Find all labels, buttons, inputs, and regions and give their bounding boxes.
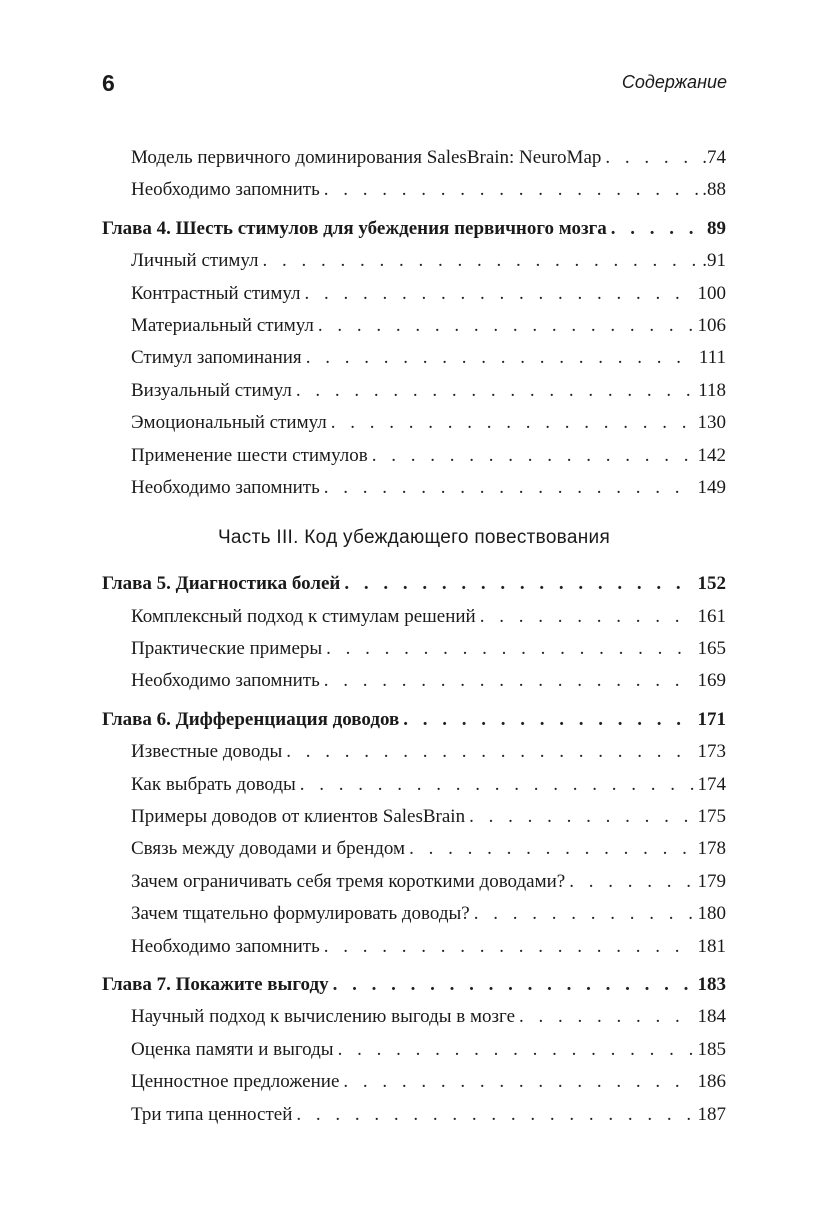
dot-leader — [300, 769, 694, 801]
toc-entry-title: Контрастный стимул — [131, 282, 301, 304]
dot-leader — [474, 898, 694, 930]
toc-entry-page: 142 — [697, 444, 726, 466]
toc-entry-title: Зачем ограничивать себя тремя короткими доводами? — [131, 870, 566, 892]
toc-chapter-4[interactable] — [102, 213, 726, 245]
dot-leader — [331, 407, 694, 439]
dot-leader — [324, 931, 694, 963]
chapter-title: Глава 6. Дифференциация доводов — [102, 708, 400, 730]
toc-entry[interactable] — [102, 833, 726, 865]
toc-entry-title: Эмоциональный стимул — [131, 412, 327, 434]
toc-entry[interactable] — [102, 472, 726, 504]
chapter-page: 89 — [707, 217, 726, 239]
toc-entry-page: 173 — [697, 741, 726, 763]
toc-entry[interactable] — [102, 1099, 726, 1131]
toc-entry-page: 149 — [697, 476, 726, 498]
toc-entry-title: Связь между доводами и брендом — [131, 838, 406, 860]
toc-entry-page: 165 — [697, 638, 726, 660]
toc-entry-title: Практические примеры — [131, 638, 323, 660]
toc-entry-title: Оценка памяти и выгоды — [131, 1038, 334, 1060]
dot-leader — [605, 142, 698, 174]
toc-entry[interactable] — [102, 342, 726, 374]
toc-entry[interactable] — [102, 898, 726, 930]
dot-leader — [372, 440, 694, 472]
dot-leader — [306, 342, 695, 374]
toc-entry-title: Необходимо запомнить — [131, 476, 320, 498]
running-title: Содержание — [621, 72, 727, 92]
dot-leader — [296, 375, 694, 407]
part-title: Часть III. Код убеждающего повествования — [217, 527, 611, 549]
toc-entry[interactable] — [102, 310, 726, 342]
toc-entry[interactable] — [102, 174, 726, 206]
toc-entry-page: 130 — [697, 412, 726, 434]
chapter-page: 152 — [697, 573, 726, 595]
toc-entry[interactable] — [102, 1001, 726, 1033]
dot-leader — [403, 704, 693, 736]
toc-entry-title: Известные доводы — [131, 741, 283, 763]
toc-entry[interactable] — [102, 769, 726, 801]
toc-entry[interactable] — [102, 1066, 726, 1098]
toc-entry[interactable] — [102, 278, 726, 310]
toc-entry-page: .74 — [702, 147, 726, 168]
dot-leader — [343, 1066, 693, 1098]
toc-entry-title: Визуальный стимул — [131, 379, 292, 401]
toc-entry-title: Необходимо запомнить — [131, 179, 320, 201]
dot-leader — [305, 278, 694, 310]
dot-leader — [409, 833, 693, 865]
chapter-page: 183 — [697, 973, 726, 995]
toc-entry-title: Научный подход к вычислению выгоды в мозге — [131, 1006, 516, 1028]
dot-leader — [263, 245, 699, 277]
toc-entry-page: 174 — [697, 773, 726, 795]
toc-entry-page: 100 — [697, 282, 726, 304]
toc-entry-title: Личный стимул — [131, 250, 259, 272]
toc-entry-title: Ценностное предложение — [131, 1071, 340, 1093]
toc-entry[interactable] — [102, 665, 726, 697]
toc-entry[interactable] — [102, 633, 726, 665]
dot-leader — [333, 969, 694, 1001]
dot-leader — [344, 568, 693, 600]
toc-entry[interactable] — [102, 931, 726, 963]
page-header — [102, 70, 727, 102]
toc-entry-page: 118 — [698, 379, 726, 401]
chapter-page: 171 — [697, 708, 726, 730]
toc-entry[interactable] — [102, 736, 726, 768]
dot-leader — [324, 665, 694, 697]
toc-entry[interactable] — [102, 407, 726, 439]
chapter-title: Глава 4. Шесть стимулов для убеждения первичного мозга — [102, 217, 607, 239]
chapter-title: Глава 5. Диагностика болей — [102, 573, 341, 595]
toc-entry-page: 111 — [698, 347, 726, 369]
toc-entry-page: 184 — [697, 1006, 726, 1028]
toc-entry-title: Комплексный подход к стимулам решений — [131, 605, 476, 627]
toc-entry[interactable] — [102, 245, 726, 277]
dot-leader — [296, 1099, 693, 1131]
toc-entry[interactable] — [102, 801, 726, 833]
toc-entry-title: Материальный стимул — [131, 314, 314, 336]
toc-chapter-5[interactable] — [102, 568, 726, 600]
toc-entry[interactable] — [102, 142, 726, 174]
toc-entry[interactable] — [102, 866, 726, 898]
dot-leader — [324, 174, 698, 206]
dot-leader — [326, 633, 693, 665]
toc-entry-page: 178 — [697, 838, 726, 860]
toc-chapter-7[interactable] — [102, 969, 726, 1001]
toc-chapter-6[interactable] — [102, 704, 726, 736]
toc-entry-page: .88 — [702, 179, 726, 201]
toc-entry-title: Три типа ценностей — [131, 1103, 293, 1125]
dot-leader — [519, 1001, 693, 1033]
toc-entry-title: Примеры доводов от клиентов SalesBrain — [131, 806, 466, 828]
dot-leader — [318, 310, 694, 342]
chapter-title: Глава 7. Покажите выгоду — [102, 973, 329, 995]
toc-entry[interactable] — [102, 375, 726, 407]
dot-leader — [338, 1034, 694, 1066]
toc-entry-title: Применение шести стимулов — [131, 444, 368, 466]
dot-leader — [480, 601, 694, 633]
toc-entry-title: Модель первичного доминирования SalesBrain: NeuroMap — [131, 147, 602, 168]
toc-entry[interactable] — [102, 1034, 726, 1066]
toc-entry-page: 181 — [697, 935, 726, 957]
toc-entry-title: Зачем тщательно формулировать доводы? — [131, 903, 470, 925]
toc-entry-title: Как выбрать доводы — [131, 773, 296, 795]
toc-entry-page: 175 — [697, 806, 726, 828]
toc-entry-page: 179 — [697, 870, 726, 892]
toc-entry-page: 161 — [697, 605, 726, 627]
toc-entry-title: Стимул запоминания — [131, 347, 302, 369]
toc-entry-page: 169 — [697, 670, 726, 692]
toc-entry-page: 186 — [697, 1071, 726, 1093]
toc-entry-title: Необходимо запомнить — [131, 935, 320, 957]
dot-leader — [569, 866, 693, 898]
dot-leader — [469, 801, 693, 833]
toc-entry-page: .91 — [702, 250, 726, 272]
toc-entry-page: 106 — [697, 314, 726, 336]
toc-entry[interactable] — [102, 601, 726, 633]
toc-entry-page: 180 — [697, 903, 726, 925]
dot-leader — [611, 213, 703, 245]
page-number: 6 — [102, 70, 115, 96]
toc-entry-page: 185 — [697, 1038, 726, 1060]
dot-leader — [324, 472, 694, 504]
toc-entry[interactable] — [102, 440, 726, 472]
dot-leader — [286, 736, 693, 768]
toc-entry-page: 187 — [697, 1103, 726, 1125]
toc-entry-title: Необходимо запомнить — [131, 670, 320, 692]
table-of-contents — [102, 142, 726, 1131]
